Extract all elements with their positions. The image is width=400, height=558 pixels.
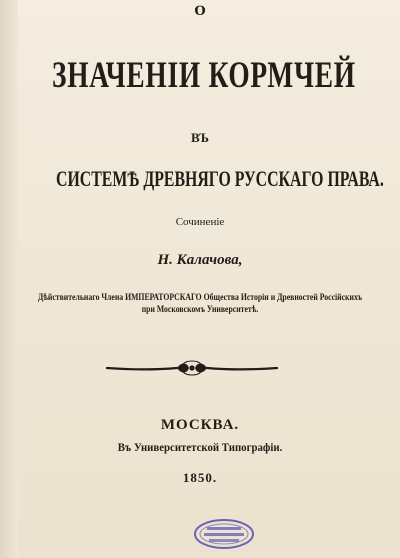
publication-city: МОСКВА. [160,417,240,433]
book-title: ЗНАЧЕНІИ КОРМЧЕЙ [52,55,356,96]
book-subtitle: СИСТЕМѢ ДРЕВНЯГО РУССКАГО ПРАВА. [56,166,384,191]
author-name: Н. Калачова, [157,252,243,268]
work-label: Сочиненіе [175,216,225,228]
pre-title: О [194,4,206,19]
publisher: Въ Университетской Типографіи. [117,440,283,454]
author-affiliation-line1: Дѣйствительнаго Члена ИМПЕРАТОРСКАГО Общества Исторіи и Древностей Россійскихъ [37,292,363,302]
title-conjunction: ВЪ [191,130,209,145]
decorative-rule-ornament-icon [105,360,279,376]
library-stamp-icon [193,518,255,550]
publication-year: 1850. [182,470,218,485]
author-affiliation-line2: при Московскомъ Университетѣ. [141,304,259,314]
